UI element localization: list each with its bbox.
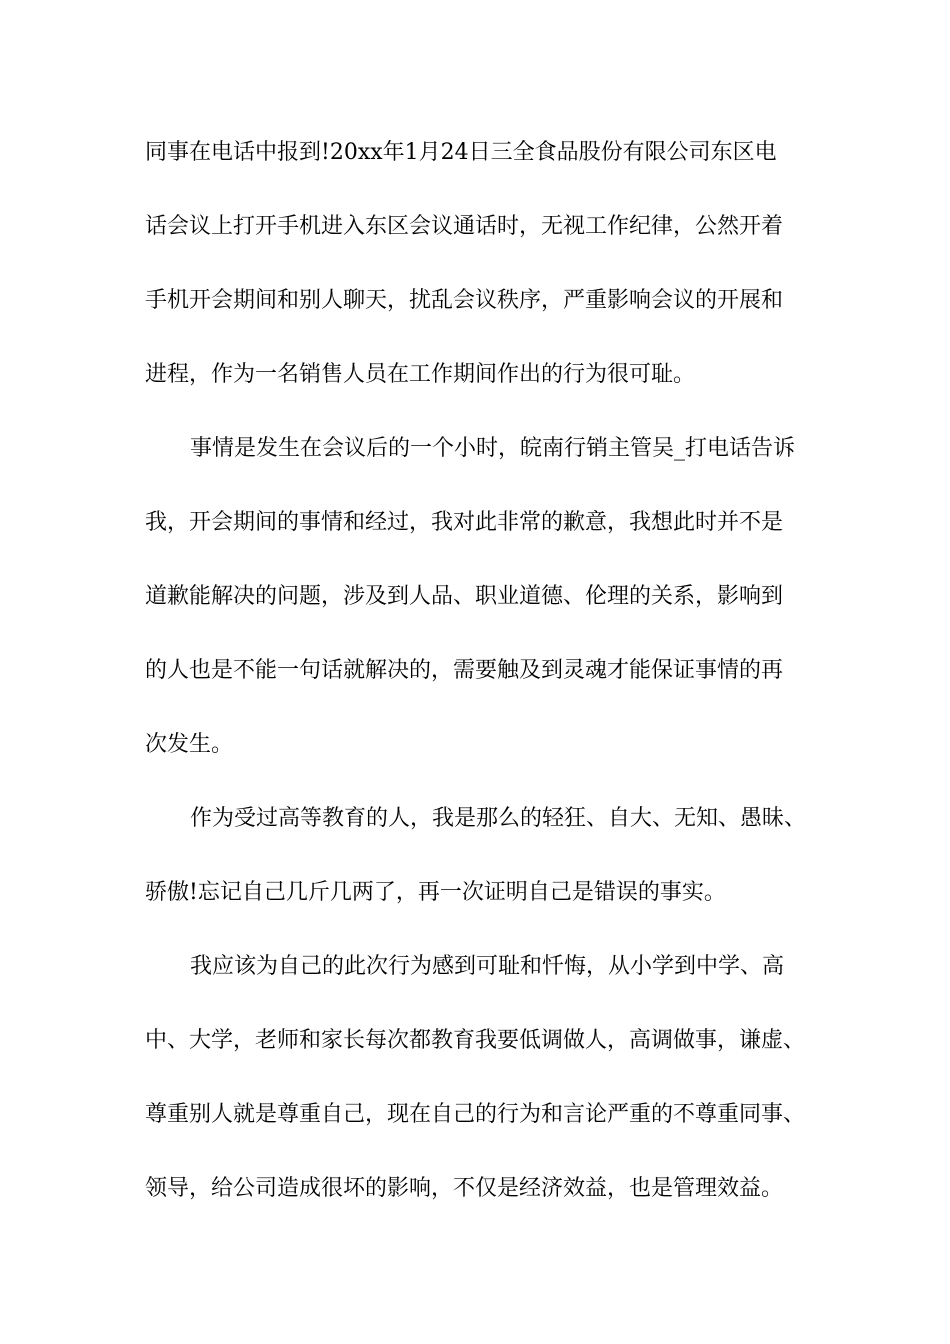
text-line: 领导，给公司造成很坏的影响，不仅是经济效益，也是管理效益。 xyxy=(145,1176,784,1201)
text-line: 骄傲!忘记自己几斤几两了，再一次证明自己是错误的事实。 xyxy=(145,880,726,905)
text-line: 尊重别人就是尊重自己，现在自己的行为和言论严重的不尊重同事、 xyxy=(145,1102,806,1127)
text-line: 同事在电话中报到!20xx年1月24日三全食品股份有限公司东区电 xyxy=(145,140,777,165)
text-line: 中、大学，老师和家长每次都教育我要低调做人，高调做事，谦虚、 xyxy=(145,1028,806,1053)
text-line: 次发生。 xyxy=(145,732,234,757)
text-line: 的人也是不能一句话就解决的，需要触及到灵魂才能保证事情的再 xyxy=(145,658,784,683)
paragraph-first-line: 事情是发生在会议后的一个小时，皖南行销主管吴_打电话告诉 xyxy=(190,436,796,461)
text-line: 我，开会期间的事情和经过，我对此非常的歉意，我想此时并不是 xyxy=(145,510,784,535)
paragraph-first-line: 我应该为自己的此次行为感到可耻和忏悔，从小学到中学、高 xyxy=(190,954,785,979)
text-line: 道歉能解决的问题，涉及到人品、职业道德、伦理的关系，影响到 xyxy=(145,584,784,609)
text-line: 手机开会期间和别人聊天，扰乱会议秩序，严重影响会议的开展和 xyxy=(145,288,784,313)
text-line: 进程，作为一名销售人员在工作期间作出的行为很可耻。 xyxy=(145,362,696,387)
paragraph-first-line: 作为受过高等教育的人，我是那么的轻狂、自大、无知、愚昧、 xyxy=(190,806,807,831)
text-line: 话会议上打开手机进入东区会议通话时，无视工作纪律，公然开着 xyxy=(145,214,784,239)
